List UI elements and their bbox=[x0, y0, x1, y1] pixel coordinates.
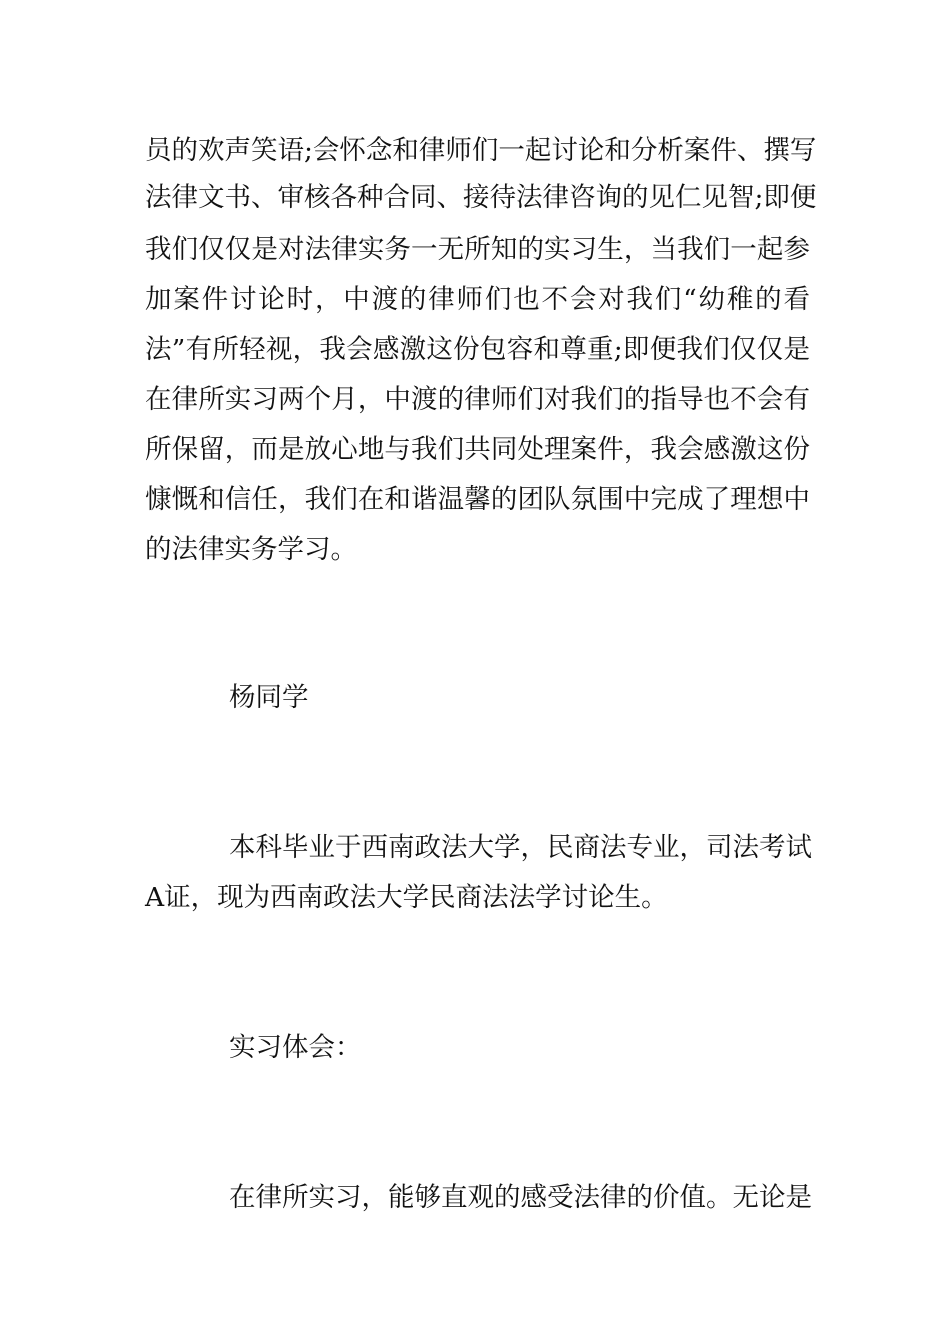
bio-line: 本科毕业于西南政法大学，民商法专业，司法考试 bbox=[229, 832, 812, 863]
person-name: 杨同学 bbox=[229, 682, 309, 713]
paragraph-line: 慷慨和信任，我们在和谐温馨的团队氛围中完成了理想中 bbox=[145, 484, 810, 515]
paragraph-line: 在律所实习两个月，中渡的律师们对我们的指导也不会有 bbox=[145, 384, 810, 415]
paragraph-line: 我们仅仅是对法律实务一无所知的实习生，当我们一起参 bbox=[145, 234, 810, 265]
paragraph-line: 在律所实习，能够直观的感受法律的价值。无论是 bbox=[229, 1182, 812, 1213]
paragraph-line: 员的欢声笑语;会怀念和律师们一起讨论和分析案件、撰写 bbox=[145, 135, 817, 166]
paragraph-line: 所保留，而是放心地与我们共同处理案件，我会感激这份 bbox=[145, 434, 810, 465]
bio-line: A证，现为西南政法大学民商法法学讨论生。 bbox=[145, 882, 668, 913]
paragraph-line: 法律文书、审核各种合同、接待法律咨询的见仁见智;即便 bbox=[145, 182, 817, 213]
paragraph-line: 加案件讨论时，中渡的律师们也不会对我们“幼稚的看 bbox=[145, 284, 810, 315]
section-heading: 实习体会： bbox=[229, 1032, 362, 1063]
paragraph-line: 法”有所轻视，我会感激这份包容和尊重;即便我们仅仅是 bbox=[145, 334, 810, 365]
paragraph-line: 的法律实务学习。 bbox=[145, 534, 357, 565]
